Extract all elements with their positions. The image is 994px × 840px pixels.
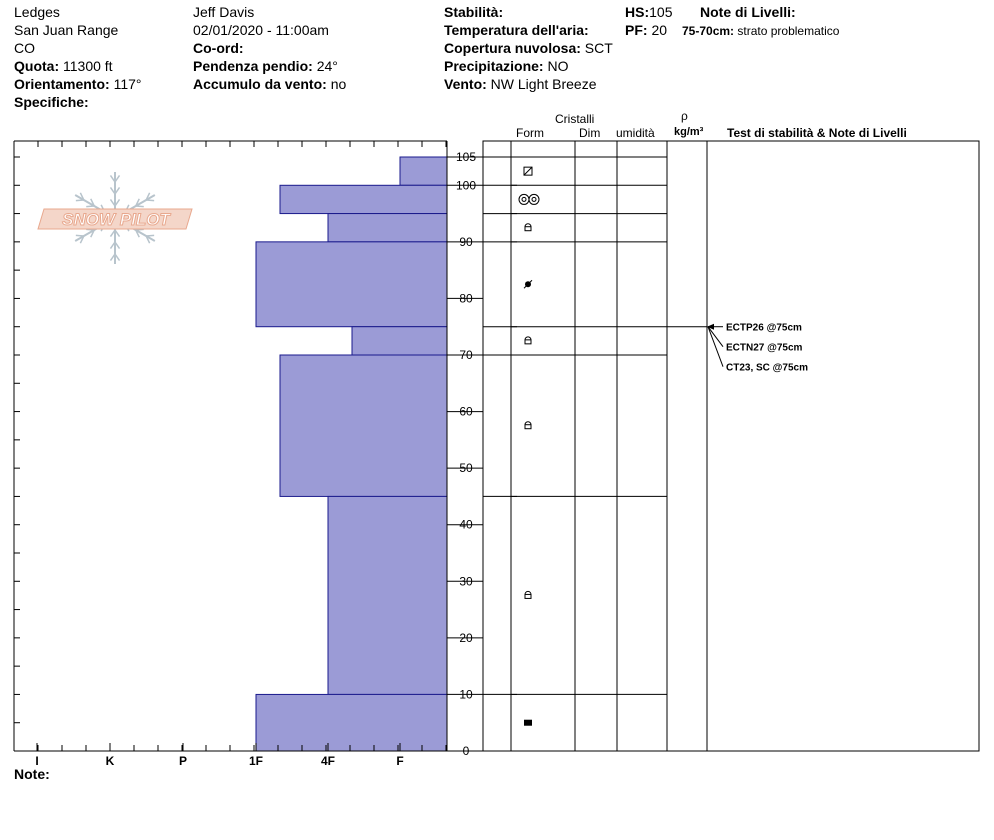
flake-branch — [86, 206, 94, 207]
test-arrowhead — [707, 324, 714, 330]
layer-table-frame — [483, 141, 979, 751]
pf-value: 20 — [651, 22, 668, 38]
round-grain-inner — [522, 197, 526, 201]
stability-test-label: ECTN27 @75cm — [726, 342, 803, 354]
rounded-pair-symbol — [519, 194, 539, 204]
facet-box — [525, 340, 531, 344]
y-tick-label: 80 — [459, 291, 473, 306]
wind-label: Vento: — [444, 76, 487, 92]
pf-label: PF: — [625, 22, 648, 38]
y-tick-label: 70 — [459, 348, 473, 362]
x-tick-label: K — [105, 754, 115, 768]
y-tick-label: 90 — [459, 234, 473, 249]
aspect-label: Orientamento: — [14, 76, 110, 92]
hardness-bar — [280, 355, 447, 496]
y-tick-label: 60 — [459, 404, 473, 419]
y-tick-label: 20 — [459, 630, 473, 645]
logo-text: SNOW PILOT — [62, 210, 170, 229]
x-tick-label: 1F — [248, 754, 264, 768]
hardness-bar — [280, 185, 447, 213]
coord-label: Co-ord: — [193, 40, 244, 56]
stability-test-label: ECTP26 @75cm — [726, 322, 802, 334]
x-tick-label: P — [178, 754, 188, 768]
form-header: Form — [516, 126, 544, 140]
hardness-bar — [328, 214, 447, 242]
notes-label: Note: — [14, 766, 50, 782]
layer-notes-label: Note di Livelli: — [700, 4, 796, 20]
flake-branch — [146, 235, 154, 236]
round-grain — [529, 194, 539, 204]
flake-branch — [146, 200, 154, 201]
y-tick-label: 50 — [459, 461, 473, 476]
size-header: Dim — [579, 126, 601, 140]
flake-branch — [76, 235, 84, 236]
faceted-rounded-symbol — [525, 337, 531, 344]
location-name: Ledges — [14, 4, 60, 20]
hs-value: 105 — [649, 4, 673, 20]
snow-pilot-logo — [38, 172, 192, 264]
density-unit-header: kg/m³ — [674, 126, 704, 138]
wind-load-label: Accumulo da vento: — [193, 76, 327, 92]
melt-freeze-symbol — [524, 280, 532, 288]
hardness-bar — [256, 242, 447, 327]
test-pointer — [708, 327, 723, 347]
tests-header: Test di stabilità & Note di Livelli — [727, 126, 907, 140]
precip-label: Precipitazione: — [444, 58, 544, 74]
hs-label: HS: — [625, 4, 650, 20]
round-grain — [519, 194, 529, 204]
ice-layer-symbol — [524, 720, 532, 726]
decomposed-symbol — [524, 167, 532, 175]
hardness-bar — [328, 496, 447, 694]
observer-name: Jeff Davis — [193, 4, 255, 20]
stability-label: Stabilità: — [444, 4, 504, 20]
y-tick-label: 105 — [455, 150, 477, 164]
test-pointer — [708, 327, 723, 367]
wind-value: NW Light Breeze — [490, 76, 597, 92]
cloud-label: Copertura nuvolosa: — [444, 40, 581, 56]
flake-branch — [136, 206, 144, 207]
y-tick-label: 30 — [459, 574, 473, 589]
cloud-value: SCT — [584, 40, 613, 56]
slope-value: 24° — [316, 58, 338, 74]
faceted-rounded-symbol — [525, 591, 531, 598]
air-temp-label: Temperatura dell'aria: — [444, 22, 589, 38]
slope-label: Pendenza pendio: — [193, 58, 313, 74]
specifics-label: Specifiche: — [14, 94, 89, 110]
crystals-header: Cristalli — [555, 112, 595, 126]
ice-layer-box — [524, 720, 532, 726]
layer-note-range: 75-70cm: — [682, 24, 735, 38]
facet-box — [525, 425, 531, 429]
faceted-rounded-symbol — [525, 224, 531, 231]
elevation-label: Quota: — [14, 58, 60, 74]
layer-note-text: strato problematico — [737, 24, 840, 38]
hardness-bar — [352, 327, 447, 355]
humidity-header: umidità — [616, 126, 655, 140]
elevation-value: 11300 ft — [63, 58, 113, 74]
observation-datetime: 02/01/2020 - 11:00am — [193, 22, 329, 38]
rho-header: ρ — [681, 109, 688, 123]
y-tick-label: 10 — [459, 687, 473, 702]
aspect-value: 117° — [113, 76, 142, 92]
hardness-bar — [400, 157, 447, 185]
y-tick-label: 0 — [462, 744, 470, 758]
x-tick-label: I — [35, 754, 39, 768]
round-grain-inner — [532, 197, 536, 201]
decomposed-slash — [524, 167, 532, 175]
facet-box — [525, 594, 531, 598]
precip-value: NO — [547, 58, 569, 74]
facet-box — [525, 227, 531, 231]
stability-test-label: CT23, SC @75cm — [726, 362, 809, 374]
faceted-rounded-symbol — [525, 422, 531, 429]
y-tick-label: 100 — [455, 178, 477, 193]
x-tick-label: F — [396, 754, 404, 768]
wind-load-value: no — [330, 76, 347, 92]
y-tick-label: 40 — [459, 517, 473, 532]
state-name: CO — [14, 40, 35, 56]
range-name: San Juan Range — [14, 22, 119, 38]
x-tick-label: 4F — [320, 754, 336, 768]
flake-branch — [76, 200, 84, 201]
hardness-bar — [256, 694, 447, 751]
